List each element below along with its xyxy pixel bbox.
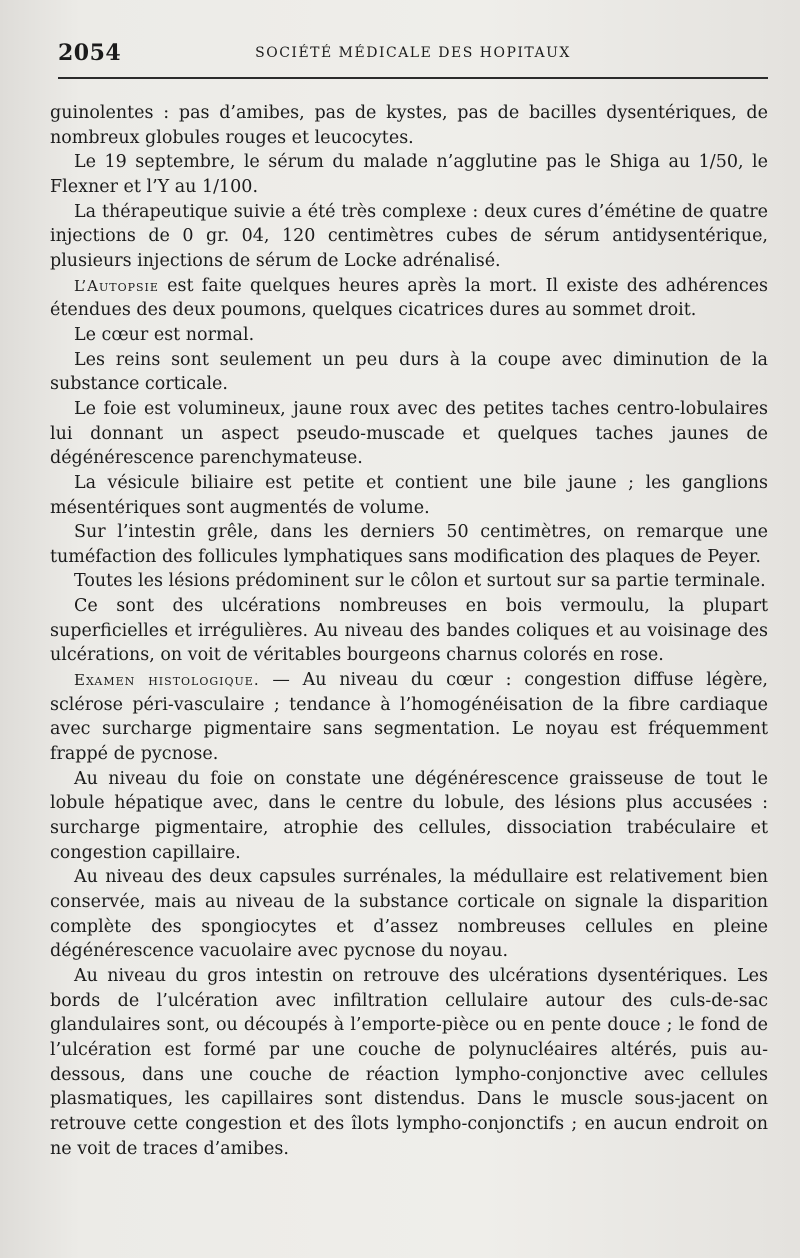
paragraph xyxy=(50,767,768,866)
paragraph-text: La thérapeutique suivie a été très complexe : deux cures d’émétine de quatre injections de 0 gr. 04, 120 centimètres cubes de sérum antidysentérique, plusieurs injections de sérum de Locke adrénalisé. xyxy=(50,201,768,271)
paragraph xyxy=(50,569,768,594)
page-number: 2054 xyxy=(58,40,122,66)
paragraph xyxy=(50,865,768,964)
paragraph-text: Les reins sont seulement un peu durs à la coupe avec diminution de la substance corticale. xyxy=(50,349,768,395)
paragraph-text: Le foie est volumineux, jaune roux avec des petites taches centro-lobulaires lui donnant un aspect pseudo-muscade et quelques taches jaunes de dégénérescence parenchymateuse. xyxy=(50,398,768,469)
paragraph xyxy=(50,471,768,520)
section-lead: L’Autopsie xyxy=(74,276,159,295)
paragraph xyxy=(50,964,768,1161)
paragraph-text: Toutes les lésions prédominent sur le côlon et surtout sur sa partie terminale. xyxy=(74,571,766,592)
section-lead: Examen histologique. xyxy=(74,671,260,690)
paragraph-text: La vésicule biliaire est petite et contient une bile jaune ; les ganglions mésentériques sont augmentés de volume. xyxy=(50,472,768,518)
paragraph xyxy=(50,594,768,668)
paragraph-text: Sur l’intestin grêle, dans les derniers 50 centimètres, on remarque une tuméfaction des follicules lymphatiques sans modification des plaques de Peyer. xyxy=(50,522,768,567)
running-head xyxy=(58,40,768,64)
paragraph xyxy=(50,323,768,348)
paragraph-text: Ce sont des ulcérations nombreuses en bois vermoulu, la plupart superficielles et irrégulières. Au niveau des bandes coliques et au voisinage des ulcérations, on voit de véritables bourgeons charnus colorés en rose. xyxy=(50,596,768,666)
paragraph xyxy=(50,101,768,150)
paragraph xyxy=(50,397,768,471)
paragraph-text: guinolentes : pas d’amibes, pas de kystes, pas de bacilles dysentériques, de nombreux globules rouges et leucocytes. xyxy=(50,103,768,148)
journal-title: SOCIÉTÉ MÉDICALE DES HOPITAUX xyxy=(255,45,571,61)
paragraph-text: Le cœur est normal. xyxy=(74,324,255,345)
paragraph xyxy=(50,274,768,323)
header-rule xyxy=(58,77,768,79)
paragraph xyxy=(50,200,768,274)
paragraph xyxy=(50,520,768,569)
paragraph xyxy=(50,668,768,767)
paragraph-text: Au niveau du foie on constate une dégénérescence graisseuse de tout le lobule hépatique avec, dans le centre du lobule, des lésions plus accusées : surcharge pigmentaire, atrophie des cellules, dissociation trabéculaire et congestion capillaire. xyxy=(50,768,768,863)
paragraph xyxy=(50,150,768,199)
paragraph-text: Le 19 septembre, le sérum du malade n’agglutine pas le Shiga au 1/50, le Flexner et l’Y au 1/100. xyxy=(50,152,768,197)
paragraph-text: — Au niveau du cœur : congestion diffuse légère, sclérose péri-vasculaire ; tendance à l’homogénéisation de la fibre cardiaque avec surcharge pigmentaire sans segmentation. Le noyau est fréquemment frappé de pycnose. xyxy=(50,670,768,765)
paragraph-text: Au niveau des deux capsules surrénales, la médullaire est relativement bien conservée, mais au niveau de la substance corticale on signale la disparition complète des spongiocytes et d’assez nombreuses cellules en pleine dégénérescence vacuolaire avec pycnose du noyau. xyxy=(50,867,768,962)
paragraph-text: Au niveau du gros intestin on retrouve des ulcérations dysentériques. Les bords de l’ulcération avec infiltration cellulaire autour des culs-de-sac glandulaires sont, ou découpés à l’emporte-pièce ou en pente douce ; le fond de l’ulcération est formé par une couche de polynucléaires altérés, puis au-dessous, dans une couche de réaction lympho-conjonctive avec cellules plasmatiques, les capillaires sont distendus. Dans le muscle sous-jacent on retrouve cette congestion et des îlots lympho-conjonctifs ; en aucun endroit on ne voit de traces d’amibes. xyxy=(50,965,768,1159)
paragraph-text: est faite quelques heures après la mort. Il existe des adhérences étendues des deux poumons, quelques cicatrices dures au sommet droit. xyxy=(50,275,768,321)
body-text xyxy=(50,101,768,1161)
paragraph xyxy=(50,348,768,397)
